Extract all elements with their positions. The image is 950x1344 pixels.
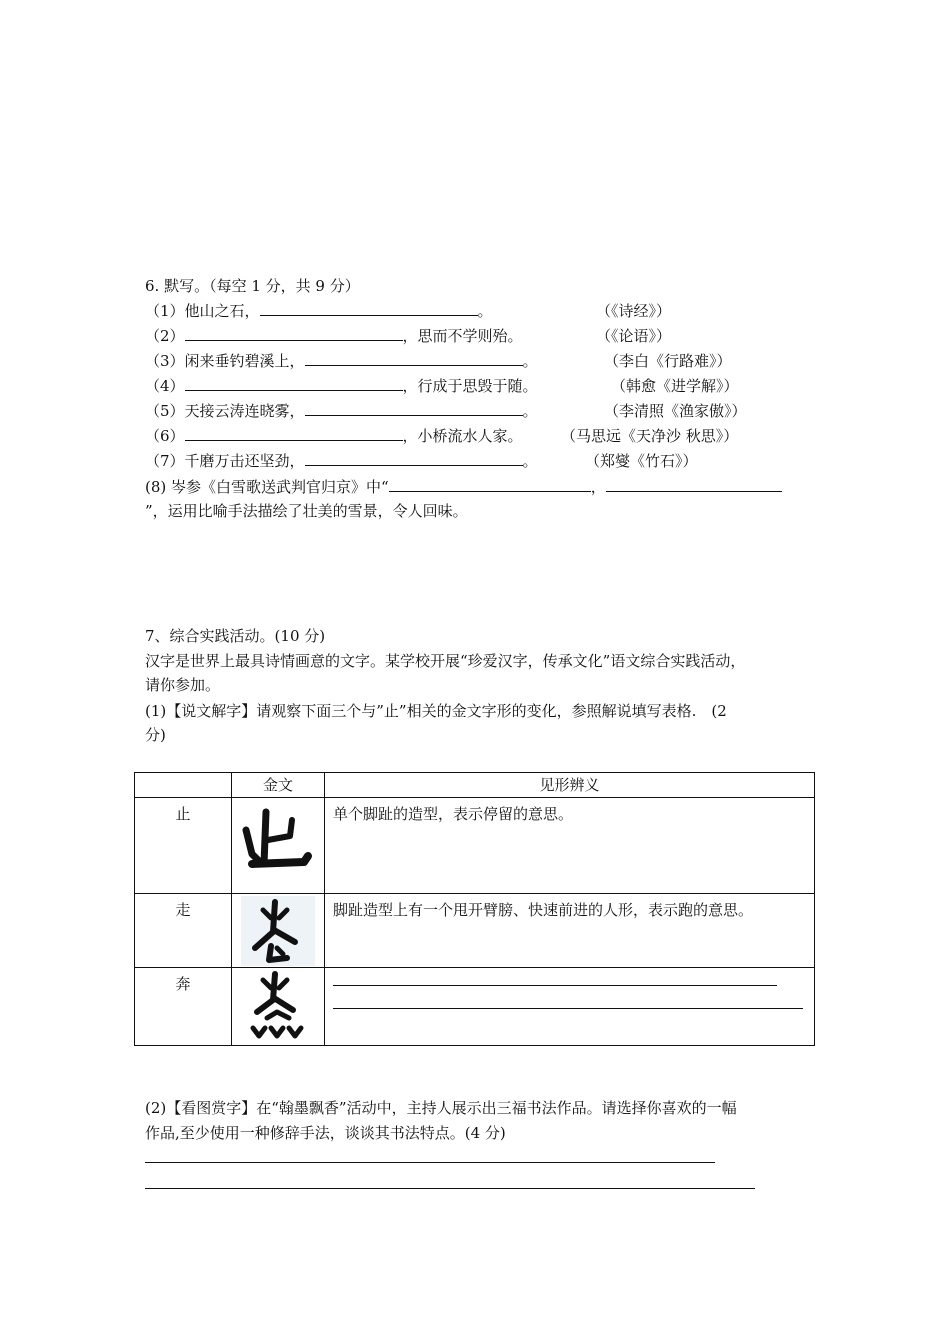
q7-part1-prompt-cont: 分) bbox=[145, 726, 166, 744]
row-char: 止 bbox=[175, 805, 191, 823]
item-suffix: 。 bbox=[522, 402, 538, 420]
q7-intro: 汉字是世界上最具诗情画意的文字。某学校开展“珍爱汉字，传承文化”语文综合实践活动， bbox=[145, 652, 746, 670]
item-prefix: （7）千磨万击还坚劲， bbox=[145, 452, 305, 470]
zou-glyph bbox=[241, 896, 315, 966]
answer-blank[interactable] bbox=[389, 477, 591, 492]
item-suffix: ，思而不学则殆。 bbox=[402, 327, 523, 345]
item-suffix: ，行成于思毁于随。 bbox=[402, 377, 538, 395]
q6-item-8 bbox=[145, 477, 782, 497]
answer-blank[interactable] bbox=[606, 477, 782, 492]
q6-item-4 bbox=[145, 376, 538, 396]
item-separator: ， bbox=[590, 478, 606, 496]
answer-line bbox=[333, 985, 777, 986]
q6-source-5: （李清照《渔家傲》） bbox=[604, 402, 747, 420]
item-prefix: （1）他山之石， bbox=[145, 302, 260, 320]
item-suffix: ，小桥流水人家。 bbox=[402, 427, 523, 445]
header-cell-jinwen: 金文 bbox=[232, 773, 325, 798]
row-meaning: 脚趾造型上有一个甩开臂膀、快速前进的人形，表示跑的意思。 bbox=[333, 901, 754, 919]
q7-title: 7、综合实践活动。(10 分) bbox=[145, 627, 326, 645]
q6-item-7 bbox=[145, 451, 538, 471]
item-prefix: （4） bbox=[145, 377, 185, 395]
answer-blank[interactable] bbox=[185, 426, 403, 441]
q6-item-6 bbox=[145, 426, 523, 446]
row-char: 走 bbox=[175, 901, 191, 919]
q6-source-7: （郑燮《竹石》） bbox=[585, 452, 698, 470]
answer-line[interactable] bbox=[145, 1162, 715, 1163]
item-prefix: （6） bbox=[145, 427, 185, 445]
answer-line bbox=[333, 1008, 803, 1009]
table-header-row bbox=[135, 773, 815, 798]
q6-item-3 bbox=[145, 351, 538, 371]
answer-line[interactable] bbox=[145, 1188, 755, 1189]
q6-source-4: （韩愈《进学解》） bbox=[611, 377, 739, 395]
answer-blank[interactable] bbox=[260, 301, 478, 316]
row-char: 奔 bbox=[175, 975, 191, 993]
row-answer-area[interactable] bbox=[325, 968, 814, 1045]
q7-part1-prompt: (1)【说文解字】请观察下面三个与”止”相关的金文字形的变化，参照解说填写表格. (2 bbox=[145, 702, 727, 720]
item-suffix: 。 bbox=[522, 352, 538, 370]
table-row bbox=[135, 968, 815, 1046]
item-prefix: （3）闲来垂钓碧溪上， bbox=[145, 352, 305, 370]
item-prefix: (8) 岑参《白雪歌送武判官归京》中“ bbox=[145, 478, 389, 496]
answer-blank[interactable] bbox=[305, 351, 523, 366]
q6-item-5 bbox=[145, 401, 538, 421]
header-cell-char bbox=[135, 773, 232, 798]
q6-source-2: （《论语》） bbox=[596, 327, 672, 345]
item-suffix: 。 bbox=[477, 302, 493, 320]
answer-blank[interactable] bbox=[305, 451, 523, 466]
item-prefix: （5）天接云涛连晓雾， bbox=[145, 402, 305, 420]
answer-blank[interactable] bbox=[185, 326, 403, 341]
ben-glyph bbox=[241, 970, 315, 1042]
table-row bbox=[135, 798, 815, 894]
zhi-glyph bbox=[238, 802, 318, 880]
answer-blank[interactable] bbox=[305, 401, 523, 416]
q6-source-6: （马思远《天净沙 秋思》） bbox=[561, 427, 739, 445]
row-meaning: 单个脚趾的造型，表示停留的意思。 bbox=[333, 805, 574, 823]
q6-item-1 bbox=[145, 301, 493, 321]
item-prefix: （2） bbox=[145, 327, 185, 345]
item-suffix: 。 bbox=[522, 452, 538, 470]
q6-item-8-cont: ”，运用比喻手法描绘了壮美的雪景，令人回味。 bbox=[145, 502, 468, 520]
header-cell-meaning: 见形辨义 bbox=[325, 773, 815, 798]
q6-item-2 bbox=[145, 326, 523, 346]
q6-source-1: （《诗经》） bbox=[596, 302, 672, 320]
jinwen-table bbox=[134, 772, 815, 1046]
q7-part2-prompt-cont: 作品,至少使用一种修辞手法，谈谈其书法特点。(4 分) bbox=[145, 1124, 506, 1142]
answer-blank[interactable] bbox=[185, 376, 403, 391]
q7-intro-cont: 请你参加。 bbox=[145, 676, 221, 694]
q6-source-3: （李白《行路难》） bbox=[604, 352, 732, 370]
q7-part2-prompt: (2)【看图赏字】在“翰墨飘香”活动中，主持人展示出三福书法作品。请选择你喜欢的一幅 bbox=[145, 1099, 737, 1117]
q6-title: 6. 默写。（每空 1 分，共 9 分） bbox=[145, 277, 360, 295]
table-row bbox=[135, 894, 815, 968]
